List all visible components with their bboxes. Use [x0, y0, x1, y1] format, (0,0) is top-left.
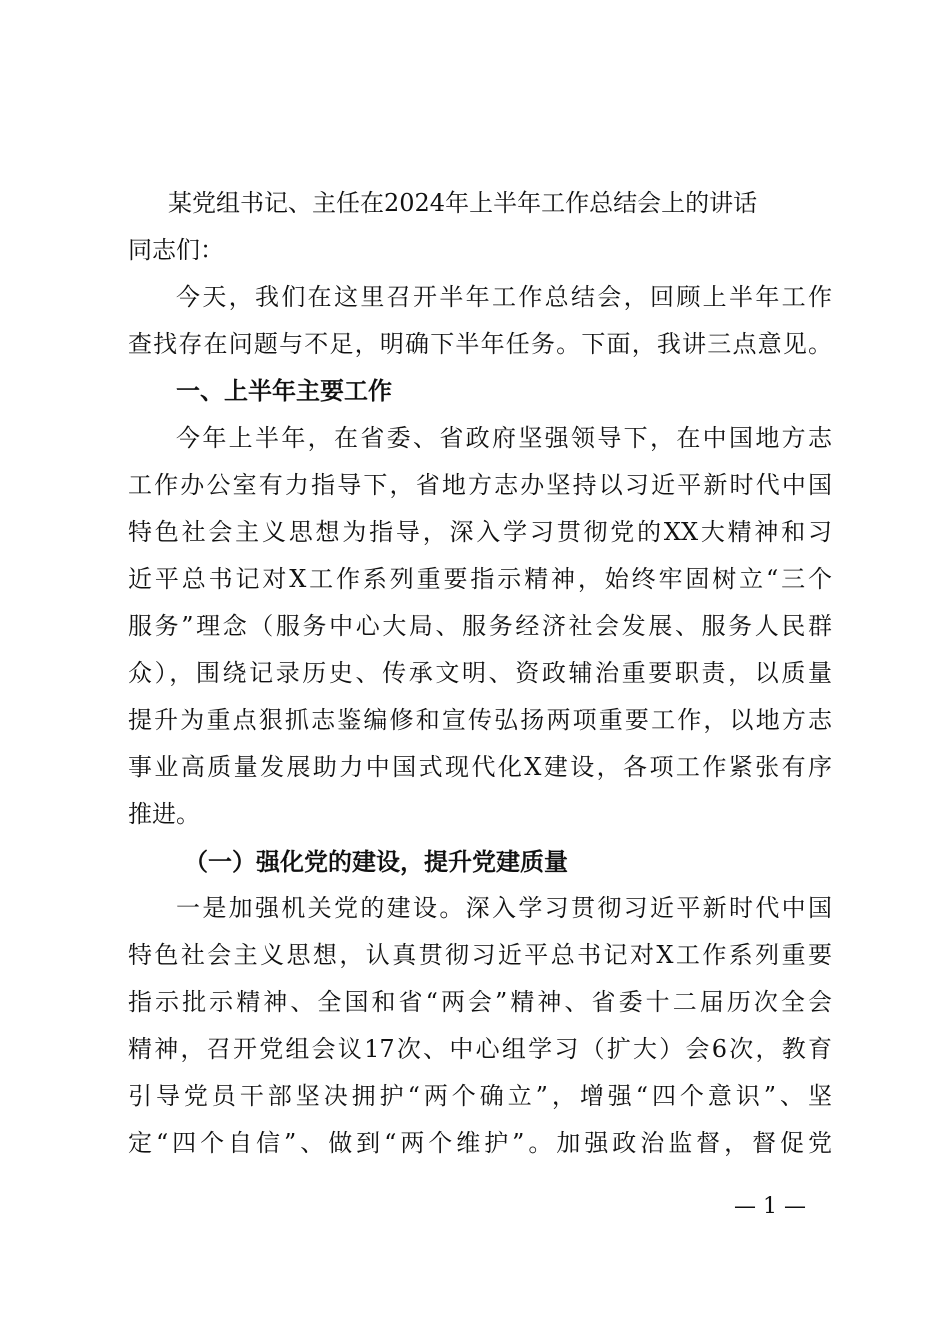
paragraph-line: 特色社会主义思想，认真贯彻习近平总书记对X工作系列重要	[128, 941, 832, 969]
document-body	[128, 180, 832, 1167]
salutation: 同志们：	[128, 236, 224, 264]
paragraph-line: 精神，召开党组会议17次、中心组学习（扩大）会6次，教育	[128, 1035, 832, 1063]
paragraph-line: 事业高质量发展助力中国式现代化X建设，各项工作紧张有序	[128, 753, 832, 781]
paragraph-line: 服务”理念（服务中心大局、服务经济社会发展、服务人民群	[128, 612, 832, 640]
document-title: 某党组书记、主任在2024年上半年工作总结会上的讲话	[168, 189, 758, 217]
paragraph-line: 引导党员干部坚决拥护“两个确立”，增强“四个意识”、坚	[128, 1082, 832, 1110]
paragraph-line: 近平总书记对X工作系列重要指示精神，始终牢固树立“三个	[128, 565, 832, 593]
intro-line: 今天，我们在这里召开半年工作总结会，回顾上半年工作	[176, 283, 832, 311]
paragraph-line: 推进。	[128, 800, 200, 828]
paragraph-line: 工作办公室有力指导下，省地方志办坚持以习近平新时代中国	[128, 471, 832, 499]
paragraph-line: 定“四个自信”、做到“两个维护”。加强政治监督，督促党	[128, 1129, 832, 1157]
paragraph-line: 一是加强机关党的建设。深入学习贯彻习近平新时代中国	[176, 894, 832, 922]
intro-line: 查找存在问题与不足，明确下半年任务。下面，我讲三点意见。	[128, 330, 832, 358]
paragraph-line: 今年上半年，在省委、省政府坚强领导下，在中国地方志	[176, 424, 832, 452]
paragraph-line: 指示批示精神、全国和省“两会”精神、省委十二届历次全会	[128, 988, 832, 1016]
subsection-heading: （一）强化党的建设，提升党建质量	[184, 847, 568, 876]
page-number: — 1 —	[734, 1194, 806, 1219]
paragraph-line: 众），围绕记录历史、传承文明、资政辅治重要职责，以质量	[128, 659, 832, 687]
paragraph-line: 提升为重点狠抓志鉴编修和宣传弘扬两项重要工作，以地方志	[128, 706, 832, 734]
section-heading: 一、上半年主要工作	[176, 377, 392, 405]
paragraph-line: 特色社会主义思想为指导，深入学习贯彻党的XX大精神和习	[128, 518, 832, 546]
